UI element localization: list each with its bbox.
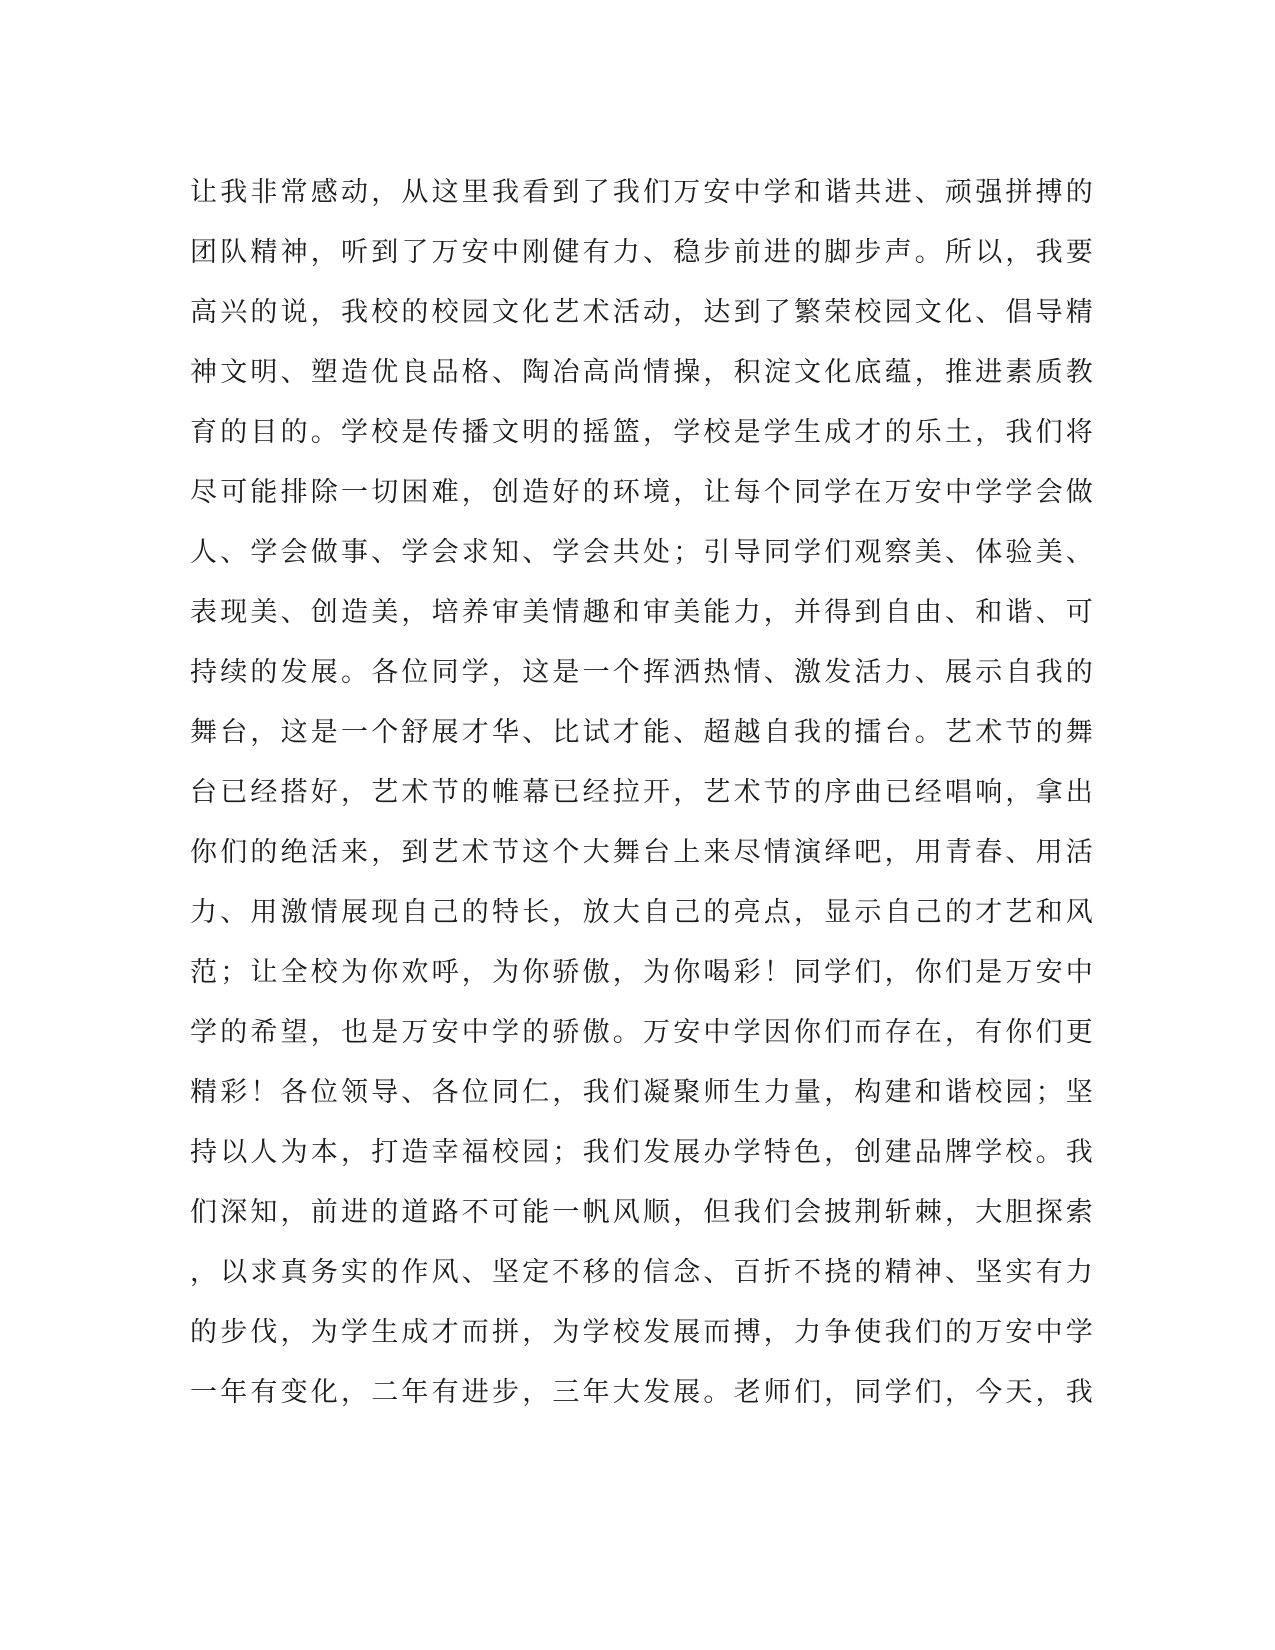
text-line: 人、学会做事、学会求知、学会共处；引导同学们观察美、体验美、 — [190, 537, 1096, 568]
text-line: 学的希望，也是万安中学的骄傲。万安中学因你们而存在，有你们更 — [190, 1017, 1096, 1048]
text-line: 神文明、塑造优良品格、陶冶高尚情操，积淀文化底蕴，推进素质教 — [190, 357, 1096, 388]
text-line: 你们的绝活来，到艺术节这个大舞台上来尽情演绎吧，用青春、用活 — [190, 837, 1096, 868]
text-line: 一年有变化，二年有进步，三年大发展。老师们，同学们，今天，我 — [190, 1377, 1096, 1408]
body-text — [190, 163, 1096, 1423]
text-line: 高兴的说，我校的校园文化艺术活动，达到了繁荣校园文化、倡导精 — [190, 297, 1096, 328]
text-line: 的步伐，为学生成才而拼，为学校发展而搏，力争使我们的万安中学 — [190, 1317, 1096, 1348]
text-line: 育的目的。学校是传播文明的摇篮，学校是学生成才的乐土，我们将 — [190, 417, 1096, 448]
text-line: 持以人为本，打造幸福校园；我们发展办学特色，创建品牌学校。我 — [190, 1137, 1096, 1168]
text-line: 舞台，这是一个舒展才华、比试才能、超越自我的擂台。艺术节的舞 — [190, 717, 1096, 748]
text-line: 持续的发展。各位同学，这是一个挥洒热情、激发活力、展示自我的 — [190, 657, 1096, 688]
text-line: 团队精神，听到了万安中刚健有力、稳步前进的脚步声。所以，我要 — [190, 237, 1096, 268]
text-line: 范；让全校为你欢呼，为你骄傲，为你喝彩！同学们，你们是万安中 — [190, 957, 1096, 988]
text-line: 力、用激情展现自己的特长，放大自己的亮点，显示自己的才艺和风 — [190, 897, 1096, 928]
text-line: 台已经搭好，艺术节的帷幕已经拉开，艺术节的序曲已经唱响，拿出 — [190, 777, 1096, 808]
text-line: 表现美、创造美，培养审美情趣和审美能力，并得到自由、和谐、可 — [190, 597, 1096, 628]
text-line: ，以求真务实的作风、坚定不移的信念、百折不挠的精神、坚实有力 — [190, 1257, 1096, 1288]
text-line: 们深知，前进的道路不可能一帆风顺，但我们会披荆斩棘，大胆探索 — [190, 1197, 1096, 1228]
text-line: 精彩！各位领导、各位同仁，我们凝聚师生力量，构建和谐校园；坚 — [190, 1077, 1096, 1108]
text-line: 让我非常感动，从这里我看到了我们万安中学和谐共进、顽强拼搏的 — [190, 177, 1096, 208]
text-line: 尽可能排除一切困难，创造好的环境，让每个同学在万安中学学会做 — [190, 477, 1096, 508]
